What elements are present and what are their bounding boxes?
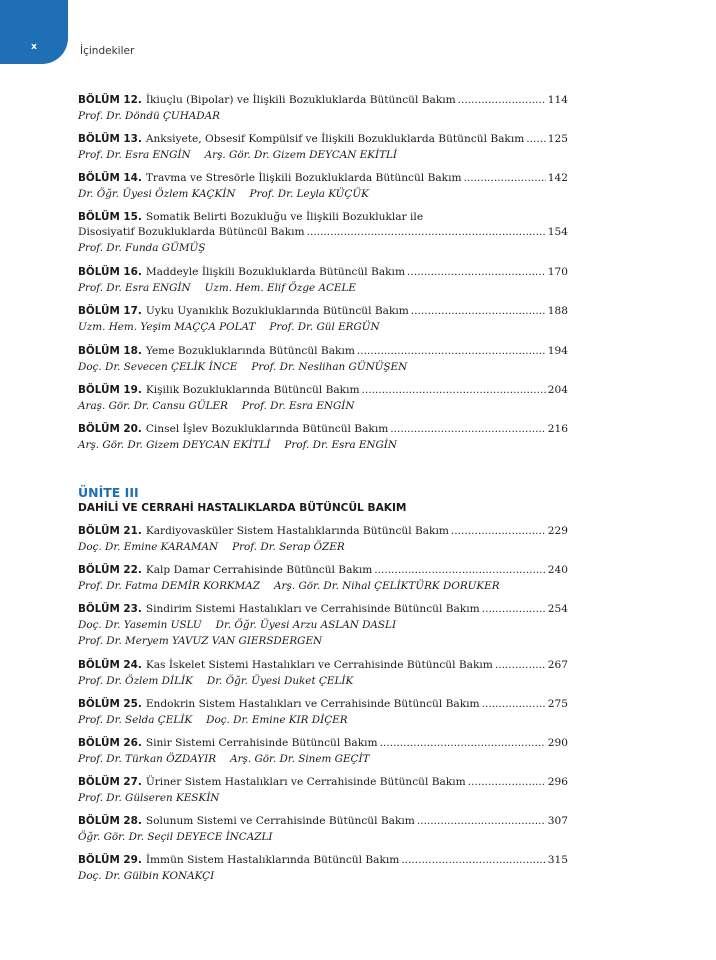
author: Doç. Dr. Emine KARAMAN bbox=[78, 541, 219, 553]
author: Dr. Öğr. Üyesi Duket ÇELİK bbox=[206, 675, 354, 687]
leader-dots bbox=[458, 93, 546, 108]
page-number: x bbox=[31, 42, 37, 52]
page-ref: 275 bbox=[547, 698, 568, 710]
chapter-label: BÖLÜM 18. bbox=[78, 345, 142, 357]
chapter-authors bbox=[78, 829, 568, 845]
page-ref: 290 bbox=[547, 737, 568, 749]
author: Prof. Dr. Özlem DİLİK bbox=[78, 675, 193, 687]
toc-entry-23[interactable] bbox=[78, 602, 568, 649]
leader-dots bbox=[495, 658, 546, 673]
chapter-authors bbox=[78, 539, 568, 555]
leader-dots bbox=[411, 304, 546, 319]
chapter-title: Uyku Uyanıklık Bozukluklarında Bütüncül Bakım bbox=[145, 305, 409, 317]
chapter-title: Yeme Bozukluklarında Bütüncül Bakım bbox=[145, 345, 355, 357]
running-head: İçindekiler bbox=[80, 45, 135, 57]
author: Prof. Dr. Esra ENGİN bbox=[78, 282, 191, 294]
chapter-title: Kas İskelet Sistemi Hastalıkları ve Cerrahisinde Bütüncül Bakım bbox=[145, 659, 493, 671]
chapter-title: Solunum Sistemi ve Cerrahisinde Bütüncül Bakım bbox=[145, 815, 415, 827]
chapter-authors bbox=[78, 790, 568, 806]
chapter-authors bbox=[78, 868, 568, 884]
page-ref: 194 bbox=[547, 345, 568, 357]
leader-dots bbox=[464, 171, 546, 186]
chapter-authors bbox=[78, 751, 568, 767]
author: Prof. Dr. Selda ÇELİK bbox=[78, 714, 193, 726]
page-ref: 142 bbox=[547, 172, 568, 184]
chapter-authors bbox=[78, 617, 568, 633]
chapter-title: Üriner Sistem Hastalıkları ve Cerrahisinde Bütüncül Bakım bbox=[145, 776, 466, 788]
leader-dots bbox=[390, 422, 546, 437]
page-ref: 114 bbox=[547, 94, 568, 106]
page-ref: 315 bbox=[547, 854, 568, 866]
author: Doç. Dr. Sevecen ÇELİK İNCE bbox=[78, 361, 238, 373]
chapter-authors bbox=[78, 398, 568, 414]
chapter-authors bbox=[78, 240, 568, 256]
toc-entry-19[interactable] bbox=[78, 383, 568, 414]
chapter-title: Kişilik Bozukluklarında Bütüncül Bakım bbox=[145, 384, 360, 396]
page-ref: 125 bbox=[547, 133, 568, 145]
chapter-authors bbox=[78, 437, 568, 453]
author: Prof. Dr. Gül ERGÜN bbox=[269, 321, 380, 333]
author: Prof. Dr. Funda GÜMÜŞ bbox=[78, 242, 206, 254]
chapter-label: BÖLÜM 22. bbox=[78, 564, 142, 576]
author: Doç. Dr. Emine KIR DİÇER bbox=[206, 714, 348, 726]
toc-entry-27[interactable] bbox=[78, 775, 568, 806]
unit-title: DAHİLİ VE CERRAHİ HASTALIKLARDA BÜTÜNCÜL BAKIM bbox=[78, 502, 407, 514]
chapter-authors bbox=[78, 712, 568, 728]
page-number-tab bbox=[0, 0, 68, 64]
chapter-authors bbox=[78, 319, 568, 335]
chapter-title: İkiuçlu (Bipolar) ve İlişkili Bozukluklarda Bütüncül Bakım bbox=[145, 94, 456, 106]
page-ref: 254 bbox=[547, 603, 568, 615]
chapter-title: Endokrin Sistem Hastalıkları ve Cerrahisinde Bütüncül Bakım bbox=[145, 698, 480, 710]
author: Arş. Gör. Dr. Sinem GEÇİT bbox=[230, 753, 370, 765]
leader-dots bbox=[417, 814, 546, 829]
toc-entry-28[interactable] bbox=[78, 814, 568, 845]
toc-entry-12[interactable] bbox=[78, 93, 568, 124]
toc-entry-20[interactable] bbox=[78, 422, 568, 453]
chapter-label: BÖLÜM 20. bbox=[78, 423, 142, 435]
author: Araş. Gör. Dr. Cansu GÜLER bbox=[78, 400, 228, 412]
chapter-title: İmmün Sistem Hastalıklarında Bütüncül Bakım bbox=[145, 854, 400, 866]
toc-entry-17[interactable] bbox=[78, 304, 568, 335]
leader-dots bbox=[357, 344, 546, 359]
chapter-authors bbox=[78, 578, 568, 594]
leader-dots bbox=[482, 697, 546, 712]
chapter-label: BÖLÜM 21. bbox=[78, 525, 142, 537]
page-ref: 267 bbox=[547, 659, 568, 671]
toc-entry-29[interactable] bbox=[78, 853, 568, 884]
author: Prof. Dr. Neslihan GÜNÜŞEN bbox=[251, 361, 408, 373]
chapter-title: Anksiyete, Obsesif Kompülsif ve İlişkili Bozukluklarda Bütüncül Bakım bbox=[145, 133, 525, 145]
author: Prof. Dr. Esra ENGİN bbox=[78, 149, 191, 161]
chapter-title: Travma ve Stresörle İlişkili Bozukluklarda Bütüncül Bakım bbox=[145, 172, 462, 184]
author: Prof. Dr. Esra ENGİN bbox=[241, 400, 355, 412]
chapter-label: BÖLÜM 17. bbox=[78, 305, 142, 317]
author: Doç. Dr. Yasemin USLU bbox=[78, 619, 202, 631]
leader-dots bbox=[451, 524, 546, 539]
page-ref: 296 bbox=[547, 776, 568, 788]
chapter-label: BÖLÜM 25. bbox=[78, 698, 142, 710]
chapter-label: BÖLÜM 24. bbox=[78, 659, 142, 671]
toc-entry-15[interactable] bbox=[78, 210, 568, 256]
leader-dots bbox=[407, 265, 546, 280]
author: Arş. Gör. Dr. Gizem DEYCAN EKİTLİ bbox=[78, 439, 271, 451]
author: Prof. Dr. Leyla KÜÇÜK bbox=[249, 188, 369, 200]
page-ref: 154 bbox=[547, 226, 568, 238]
chapter-label: BÖLÜM 19. bbox=[78, 384, 142, 396]
chapter-title: Sinir Sistemi Cerrahisinde Bütüncül Bakım bbox=[145, 737, 378, 749]
toc-entry-18[interactable] bbox=[78, 344, 568, 375]
author: Prof. Dr. Fatma DEMİR KORKMAZ bbox=[78, 580, 261, 592]
author: Arş. Gör. Dr. Gizem DEYCAN EKİTLİ bbox=[204, 149, 398, 161]
author: Prof. Dr. Meryem YAVUZ VAN GIERSDERGEN bbox=[78, 635, 323, 647]
chapter-title-continued: Disosiyatif Bozukluklarda Bütüncül Bakım bbox=[78, 226, 305, 238]
author: Prof. Dr. Döndü ÇUHADAR bbox=[78, 110, 220, 122]
page-ref: 188 bbox=[547, 305, 568, 317]
chapter-label: BÖLÜM 23. bbox=[78, 603, 142, 615]
chapter-label: BÖLÜM 14. bbox=[78, 172, 142, 184]
page-ref: 240 bbox=[547, 564, 568, 576]
toc-entry-13[interactable] bbox=[78, 132, 568, 163]
page-ref: 170 bbox=[547, 266, 568, 278]
page-ref: 307 bbox=[547, 815, 568, 827]
author: Doç. Dr. Gülbin KONAKÇI bbox=[78, 870, 215, 882]
leader-dots bbox=[362, 383, 546, 398]
toc-entry-22[interactable] bbox=[78, 563, 568, 594]
chapter-title: Kardiyovasküler Sistem Hastalıklarında Bütüncül Bakım bbox=[145, 525, 449, 537]
leader-dots bbox=[526, 132, 545, 147]
author: Dr. Öğr. Üyesi Özlem KAÇKİN bbox=[78, 188, 236, 200]
author: Uzm. Hem. Yeşim MAÇÇA POLAT bbox=[78, 321, 256, 333]
author: Öğr. Gör. Dr. Seçil DEYECE İNCAZLI bbox=[78, 831, 273, 843]
author: Uzm. Hem. Elif Özge ACELE bbox=[204, 282, 356, 294]
leader-dots bbox=[482, 602, 546, 617]
page-ref: 216 bbox=[547, 423, 568, 435]
chapter-label: BÖLÜM 15. bbox=[78, 211, 142, 223]
chapter-authors bbox=[78, 186, 568, 202]
author: Arş. Gör. Dr. Nihal ÇELİKTÜRK DORUKER bbox=[274, 580, 500, 592]
chapter-title: Kalp Damar Cerrahisinde Bütüncül Bakım bbox=[145, 564, 373, 576]
toc-entry-21[interactable] bbox=[78, 524, 568, 555]
chapter-label: BÖLÜM 29. bbox=[78, 854, 142, 866]
chapter-authors bbox=[78, 280, 568, 296]
leader-dots bbox=[307, 225, 546, 240]
chapter-label: BÖLÜM 13. bbox=[78, 133, 142, 145]
chapter-authors-continued bbox=[78, 633, 568, 649]
toc-entry-24[interactable] bbox=[78, 658, 568, 689]
unit-label: ÜNİTE III bbox=[78, 485, 139, 500]
chapter-label: BÖLÜM 12. bbox=[78, 94, 142, 106]
author: Prof. Dr. Türkan ÖZDAYIR bbox=[78, 753, 217, 765]
chapter-title: Maddeyle İlişkili Bozukluklarda Bütüncül Bakım bbox=[145, 266, 405, 278]
chapter-label: BÖLÜM 28. bbox=[78, 815, 142, 827]
leader-dots bbox=[380, 736, 546, 751]
toc-entry-26[interactable] bbox=[78, 736, 568, 767]
leader-dots bbox=[374, 563, 546, 578]
page-ref: 229 bbox=[547, 525, 568, 537]
chapter-authors bbox=[78, 147, 568, 163]
leader-dots bbox=[401, 853, 545, 868]
chapter-authors bbox=[78, 108, 568, 124]
page-ref: 204 bbox=[547, 384, 568, 396]
chapter-label: BÖLÜM 27. bbox=[78, 776, 142, 788]
chapter-title: Cinsel İşlev Bozukluklarında Bütüncül Bakım bbox=[145, 423, 389, 435]
chapter-authors bbox=[78, 359, 568, 375]
author: Prof. Dr. Serap ÖZER bbox=[232, 541, 345, 553]
author: Prof. Dr. Esra ENGİN bbox=[284, 439, 398, 451]
author: Dr. Öğr. Üyesi Arzu ASLAN DASLI bbox=[215, 619, 397, 631]
author: Prof. Dr. Gülseren KESKİN bbox=[78, 792, 220, 804]
chapter-label: BÖLÜM 26. bbox=[78, 737, 142, 749]
chapter-title: Somatik Belirti Bozukluğu ve İlişkili Bozukluklar ile bbox=[145, 211, 424, 223]
toc-entry-14[interactable] bbox=[78, 171, 568, 202]
toc-entry-25[interactable] bbox=[78, 697, 568, 728]
chapter-label: BÖLÜM 16. bbox=[78, 266, 142, 278]
chapter-title: Sindirim Sistemi Hastalıkları ve Cerrahisinde Bütüncül Bakım bbox=[145, 603, 480, 615]
leader-dots bbox=[468, 775, 546, 790]
toc-entry-16[interactable] bbox=[78, 265, 568, 296]
chapter-authors bbox=[78, 673, 568, 689]
